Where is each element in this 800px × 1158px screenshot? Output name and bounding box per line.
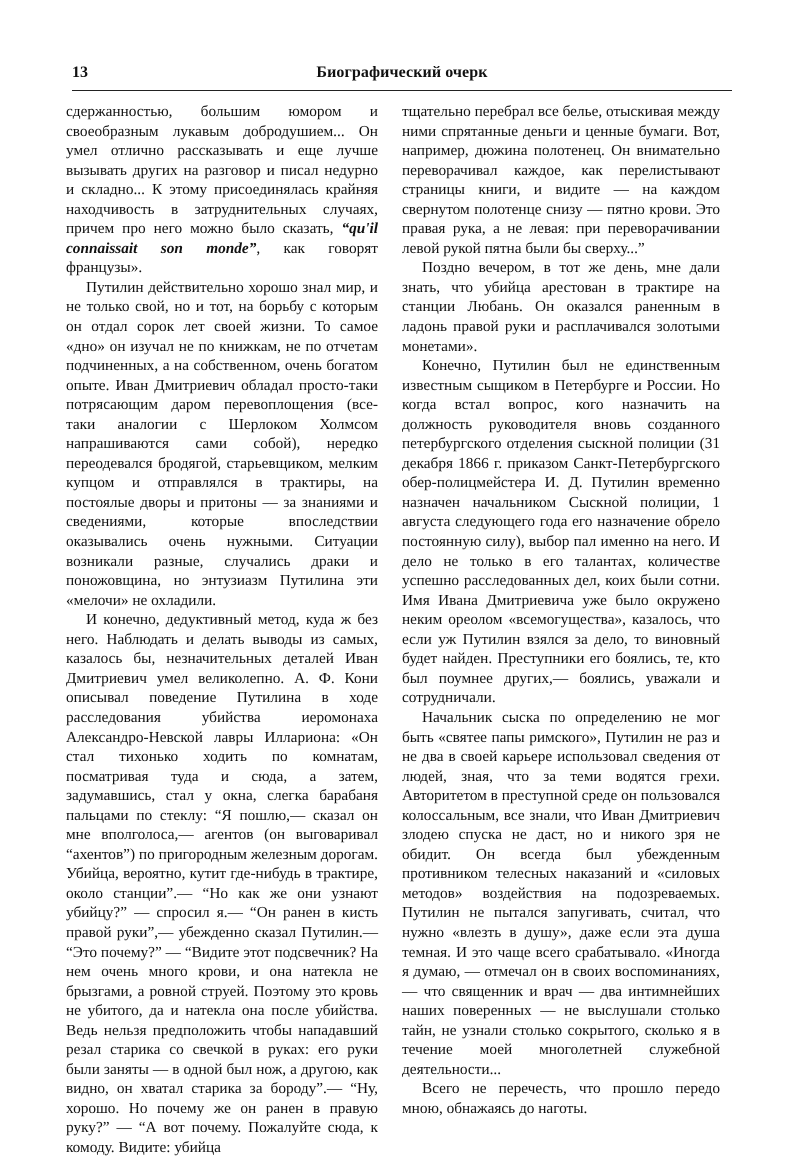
paragraph-text: , как говорят французы». — [66, 239, 378, 277]
paragraph: Конечно, Путилин был не единственным известным сыщиком в Петербурге и России. Но когда встал вопрос, кого назначить на должность руководителя вновь созданного петербургского отделения сыскной полиции (31 декабря 1866 г. приказом Санкт-Петербургского обер-полицмейстера И. Д. Путилин временно назначен начальником Сыскной полиции, 1 августа следующего года его назначение обрело постоянную силу), выбор пал именно на него. И дело не только в его талантах, количестве успешно расследованных дел, коих были сотни. Имя Ивана Дмитриевича уже было окружено неким ореолом «всемогущества», казалось, что если уж Путилин взялся за дело, то виновный будет найден. Преступники его боялись, те, кто был поумнее других,— боялись, уважали и сотрудничали. — [402, 357, 720, 707]
left-column — [66, 102, 378, 1158]
running-title: Биографический очерк — [316, 64, 488, 81]
paragraph: тщательно перебрал все белье, отыскивая между ними спрятанные деньги и ценные бумаги. Вот, например, дюжина полотенец. Он внимательно переворачивал каждое, как перелистывают страницы книги, и видите — на каждом свернутом полотенце снизу — пятно крови. Это правая рука, а не левая: при переворачивании левой рукой пятна были бы сверху...” — [402, 103, 720, 257]
page-header — [72, 64, 732, 86]
french-quote: “qu'il connaissait son monde” — [66, 220, 378, 257]
paragraph — [66, 102, 378, 278]
paragraph: Поздно вечером, в тот же день, мне дали знать, что убийца арестован в трактире на станции Любань. Он оказался раненным в ладонь правой руки и расплачивался золотыми монетами». — [402, 259, 720, 355]
page-number: 13 — [72, 64, 88, 81]
header-rule — [72, 90, 732, 91]
right-column — [402, 102, 720, 1118]
paragraph: Начальник сыска по определению не мог быть «святее папы римского», Путилин не раз и не два в своей карьере использовал сведения от людей, зная, что за теми водятся грехи. Авторитетом в преступной среде он пользовался колоссальным, все знали, что Иван Дмитриевич злодею спуска не даст, но и никого зря не обидит. Он всегда был убежденным противником телесных наказаний и «силовых методов» воздействия на подозреваемых. Путилин не пытался запугивать, считал, что нужно «влезть в душу», даже если эта душа темная. И это чаще всего срабатывало. «Иногда я думаю, — отмечал он в своих воспоминаниях,— что священник и врач — два интимнейших наших поверенных — не выслушали столько тайн, не узнали столько сокрытого, сколько я в течение моей многолетней служебной деятельности... — [402, 708, 721, 1078]
paragraph: Всего не перечесть, что прошло передо мною, обнажаясь до наготы. — [402, 1080, 720, 1117]
paragraph: Путилин действительно хорошо знал мир, и не только свой, но и тот, на борьбу с которым он отдал сорок лет своей жизни. То самое «дно» он изучал не по книжкам, не по отчетам подчиненных, а на собственном, очень богатом опыте. Иван Дмитриевич обладал просто-таки потрясающим даром перевоплощения (все-таки аналогии с Шерлоком Холмсом напрашиваются сами собой), нередко переодевался бродягой, старьевщиком, мелким купцом и отправлялся в трактиры, на постоялые дворы и притоны — за знаниями и сведениями, которые впоследствии оказывались очень нужными. Ситуации возникали разные, случались драки и поножовщина, но энтузиазм Путилина эти «мелочи» не охладили. — [66, 278, 378, 609]
paragraph-text: сдержанностью, большим юмором и своеобразным лукавым добродушием... Он умел отлично рассказывать и еще лучше вызывать других на разговор и писал недурно и складно... К этому присоединялась крайняя находчивость в затруднительных случаях, причем про него можно было сказать, — [66, 103, 378, 238]
paragraph: И конечно, дедуктивный метод, куда ж без него. Наблюдать и делать выводы из самых, казалось бы, незначительных деталей Иван Дмитриевич умел великолепно. А. Ф. Кони описывал поведение Путилина в ходе расследования убийства иеромонаха Александро-Невской лавры Иллариона: «Он стал тихонько ходить по комнатам, посматривая туда и сюда, а затем, задумавшись, стал у окна, слегка барабаня пальцами по стеклу: “Я пошлю,— сказал он мне вполголоса,— агентов (он выговаривал “ахентов”) по пригородным железным дорогам. Убийца, вероятно, кутит где-нибудь в трактире, около станции”.— “Но как же они узнают убийцу?” — спросил я.— “Он ранен в кисть правой руки”,— убежденно сказал Путилин.— “Это почему?” — “Видите этот подсвечник? На нем очень много крови, и она натекла не брызгами, а ровной струей. Поэтому это кровь не убитого, да и натекла она после убийства. Ведь нельзя предположить чтобы нападавший резал старика со свечкой в руках: его руки были заняты — в одной был нож, а другою, как видно, он хватал старика за бороду”.— “Ну, хорошо. Но почему же он ранен в правую руку?” — “А вот почему. Пожалуйте сюда, к комоду. Видите: убийца — [66, 611, 378, 1156]
